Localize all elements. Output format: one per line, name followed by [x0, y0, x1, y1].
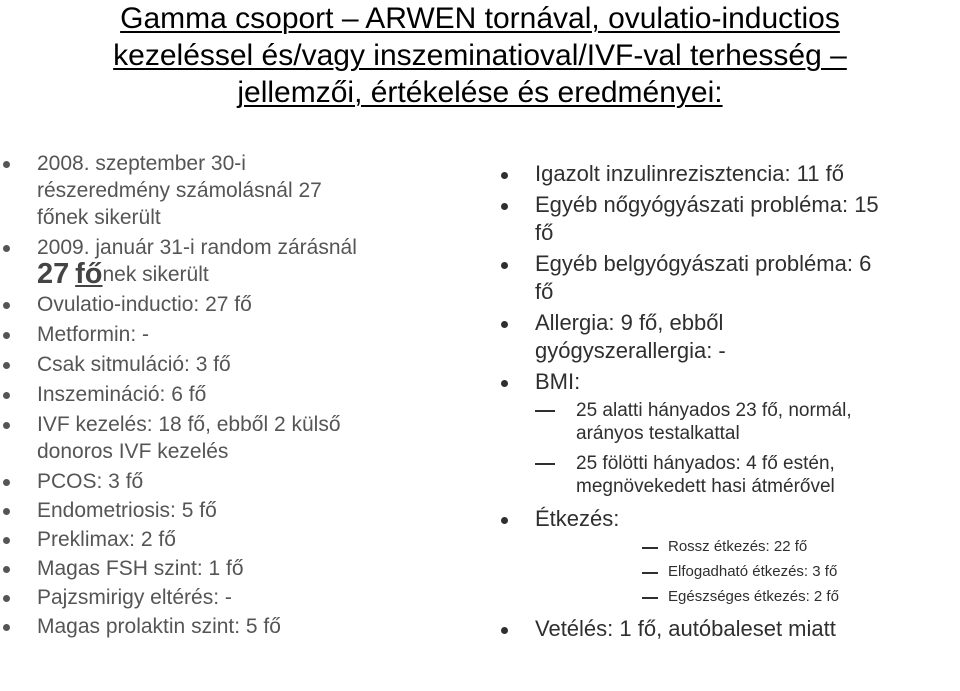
dash-icon [642, 572, 658, 574]
list-item: Inszemináció: 6 fő [0, 381, 480, 408]
bullet-icon [3, 245, 10, 252]
list-item-diet: Étkezés: [490, 505, 960, 533]
bullet-icon [501, 172, 508, 179]
bullet-icon [3, 392, 10, 399]
highlight-unit: fő [75, 258, 103, 290]
bullet-icon [501, 627, 508, 634]
bullet-icon [3, 624, 10, 631]
bullet-icon [3, 302, 10, 309]
sub-list-item: Egészséges étkezés: 2 fő [490, 586, 960, 607]
list-item: Endometriosis: 5 fő [0, 497, 480, 524]
bullet-icon [501, 203, 508, 210]
bullet-icon [3, 566, 10, 573]
bullet-icon [501, 262, 508, 269]
list-item: PCOS: 3 fő [0, 468, 480, 495]
list-item: Pajzsmirigy eltérés: - [0, 584, 480, 611]
list-item: 2009. január 31-i random zárásnál 27 főnek sikerült [0, 234, 480, 288]
highlight-count: 27 [37, 258, 70, 290]
title-line-1: Gamma csoport – ARWEN tornával, ovulatio-inductios [120, 2, 840, 35]
list-item: Igazolt inzulinrezisztencia: 11 fő [490, 160, 960, 188]
dash-icon [642, 597, 658, 599]
list-item: Ovulatio-inductio: 27 fő [0, 291, 480, 318]
bullet-icon [3, 508, 10, 515]
dash-icon [642, 547, 658, 549]
list-item: Egyéb nőgyógyászati probléma: 15 fő [490, 191, 960, 247]
list-item: Egyéb belgyógyászati probléma: 6 fő [490, 250, 960, 306]
list-item: Preklimax: 2 fő [0, 526, 480, 553]
bullet-icon [3, 537, 10, 544]
list-item: Metformin: - [0, 321, 480, 348]
bullet-icon [501, 517, 508, 524]
list-item: Magas FSH szint: 1 fő [0, 555, 480, 582]
sub-list-item: Rossz étkezés: 22 fő [490, 536, 960, 557]
slide-title [0, 0, 960, 111]
left-bullet-list [0, 150, 480, 642]
sub-list-item: Elfogadható étkezés: 3 fő [490, 561, 960, 582]
list-item: 2008. szeptember 30-i részeredmény számolásnál 27 főnek sikerült [0, 150, 480, 231]
list-item: IVF kezelés: 18 fő, ebből 2 külső donoros IVF kezelés [0, 411, 480, 465]
bullet-icon [3, 161, 10, 168]
list-item: Magas prolaktin szint: 5 fő [0, 613, 480, 640]
list-item: Allergia: 9 fő, ebből gyógyszerallergia: - [490, 309, 960, 365]
bullet-icon [3, 595, 10, 602]
bullet-icon [501, 380, 508, 387]
right-bullet-list [490, 160, 960, 646]
title-line-3: jellemzői, értékelése és eredményei: [237, 76, 723, 109]
dash-icon [535, 410, 555, 412]
bullet-icon [3, 362, 10, 369]
list-item-bmi: BMI: [490, 368, 960, 396]
sub-list-item: 25 alatti hányados 23 fő, normál, arányos testalkattal [490, 399, 960, 445]
bullet-icon [3, 422, 10, 429]
bullet-icon [501, 321, 508, 328]
bullet-icon [3, 332, 10, 339]
bullet-icon [3, 479, 10, 486]
sub-list-item: 25 fölötti hányados: 4 fő estén, megnövekedett hasi átmérővel [490, 452, 960, 498]
list-item: Csak sitmuláció: 3 fő [0, 351, 480, 378]
list-item: Vetélés: 1 fő, autóbaleset miatt [490, 615, 960, 643]
dash-icon [535, 463, 555, 465]
title-line-2: kezeléssel és/vagy inszeminatioval/IVF-val terhesség – [113, 39, 847, 72]
